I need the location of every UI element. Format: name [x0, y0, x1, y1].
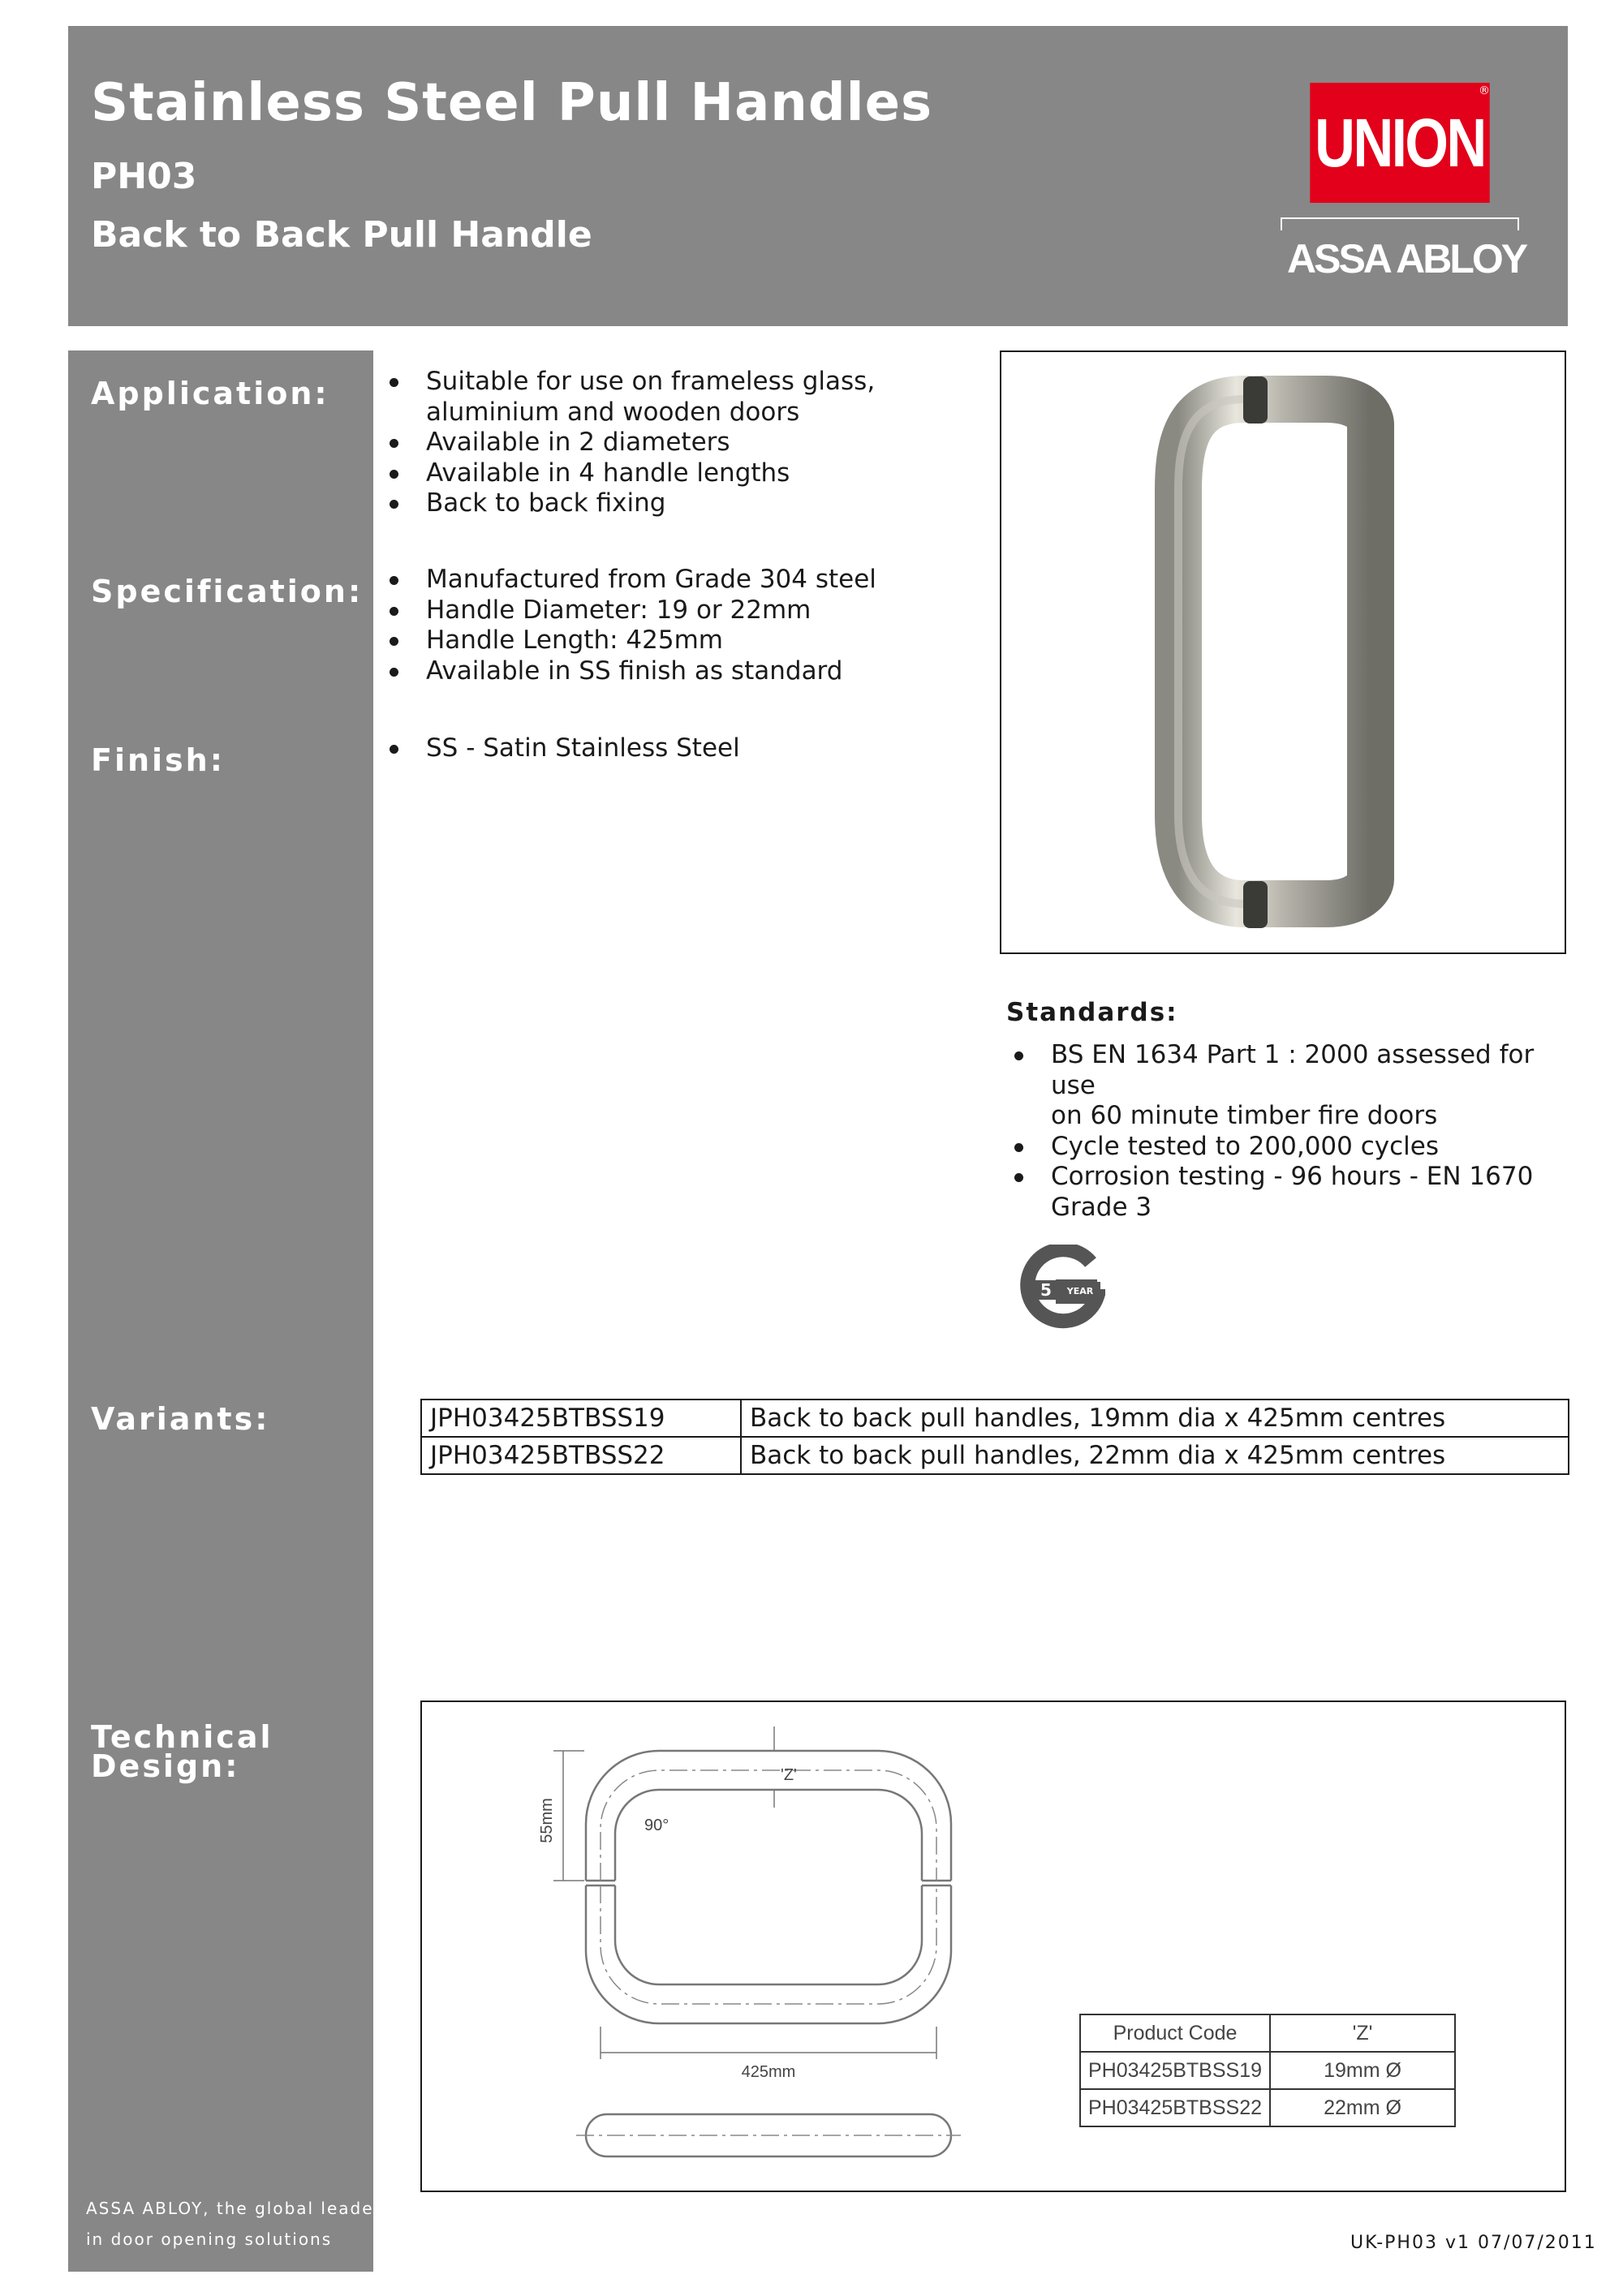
- footer-tagline: in door opening solutions: [86, 2229, 333, 2249]
- length-dimension-label: 425mm: [741, 2063, 796, 2081]
- variant-code: JPH03425BTBSS22: [421, 1437, 741, 1474]
- table-cell: 19mm Ø: [1270, 2052, 1455, 2089]
- table-row: [1080, 2089, 1455, 2126]
- table-cell: PH03425BTBSS19: [1080, 2052, 1270, 2089]
- variant-description: Back to back pull handles, 19mm dia x 425mm centres: [741, 1400, 1569, 1437]
- table-header: Product Code: [1080, 2014, 1270, 2052]
- list-item: Manufactured from Grade 304 steel: [381, 565, 966, 595]
- pull-handle-photo: [1001, 352, 1565, 952]
- list-item: Grade 3: [1051, 1192, 1152, 1222]
- sidebar: [68, 350, 373, 2272]
- variant-code: JPH03425BTBSS19: [421, 1400, 741, 1437]
- table-row: [1080, 2014, 1455, 2052]
- registered-mark-icon: ®: [1479, 84, 1490, 97]
- guarantee-badge-text: YEAR: [1066, 1286, 1094, 1296]
- height-dimension-label: 55mm: [538, 1798, 556, 1843]
- table-header: 'Z': [1270, 2014, 1455, 2052]
- table-row: [1080, 2052, 1455, 2089]
- assa-abloy-logo-bracket: [1281, 217, 1519, 230]
- application-list: [381, 367, 966, 519]
- product-code: PH03: [91, 156, 197, 197]
- page-subtitle: Back to Back Pull Handle: [91, 214, 592, 256]
- guarantee-badge-number: 5: [1040, 1280, 1052, 1300]
- technical-design-label-line2: Design:: [91, 1748, 240, 1784]
- footer-tagline: ASSA ABLOY, the global leader: [86, 2199, 382, 2218]
- specification-label: Specification:: [91, 574, 364, 609]
- union-logo: UNION: [1310, 83, 1489, 203]
- variants-table: [420, 1399, 1569, 1475]
- guarantee-badge-icon: [1018, 1245, 1105, 1332]
- list-item: Available in SS finish as standard: [381, 656, 966, 687]
- finish-list: [381, 733, 966, 764]
- page-title: Stainless Steel Pull Handles: [91, 73, 933, 133]
- z-dimension-label: 'Z': [781, 1766, 797, 1784]
- list-item: Corrosion testing - 96 hours - EN 1670: [1006, 1162, 1574, 1193]
- specification-list: [381, 565, 966, 686]
- table-cell: PH03425BTBSS22: [1080, 2089, 1270, 2126]
- list-item: SS - Satin Stainless Steel: [381, 733, 966, 764]
- finish-label: Finish:: [91, 742, 225, 778]
- list-item: BS EN 1634 Part 1 : 2000 assessed for use: [1006, 1040, 1574, 1101]
- list-item: Available in 2 diameters: [381, 428, 966, 458]
- technical-z-table: [1079, 2014, 1456, 2127]
- document-reference: UK-PH03 v1 07/07/2011: [1350, 2233, 1597, 2253]
- table-cell: 22mm Ø: [1270, 2089, 1455, 2126]
- technical-design-label-line1: Technical: [91, 1719, 273, 1755]
- list-item: aluminium and wooden doors: [426, 397, 800, 427]
- variants-label: Variants:: [91, 1401, 270, 1437]
- angle-label: 90°: [644, 1817, 669, 1834]
- standards-label: Standards:: [1006, 998, 1178, 1027]
- table-row: [421, 1437, 1569, 1474]
- table-row: [421, 1400, 1569, 1437]
- list-item: Suitable for use on frameless glass,: [381, 367, 966, 398]
- variant-description: Back to back pull handles, 22mm dia x 425mm centres: [741, 1437, 1569, 1474]
- list-item: Handle Diameter: 19 or 22mm: [381, 595, 966, 626]
- list-item: Cycle tested to 200,000 cycles: [1006, 1132, 1574, 1163]
- list-item: Back to back fixing: [381, 488, 966, 519]
- product-photo-frame: [1000, 350, 1566, 954]
- list-item: on 60 minute timber fire doors: [1051, 1101, 1438, 1130]
- standards-list: [1006, 1040, 1574, 1223]
- assa-abloy-logo: ASSA ABLOY: [1287, 236, 1526, 282]
- list-item: Handle Length: 425mm: [381, 626, 966, 656]
- application-label: Application:: [91, 376, 329, 411]
- list-item: Available in 4 handle lengths: [381, 458, 966, 489]
